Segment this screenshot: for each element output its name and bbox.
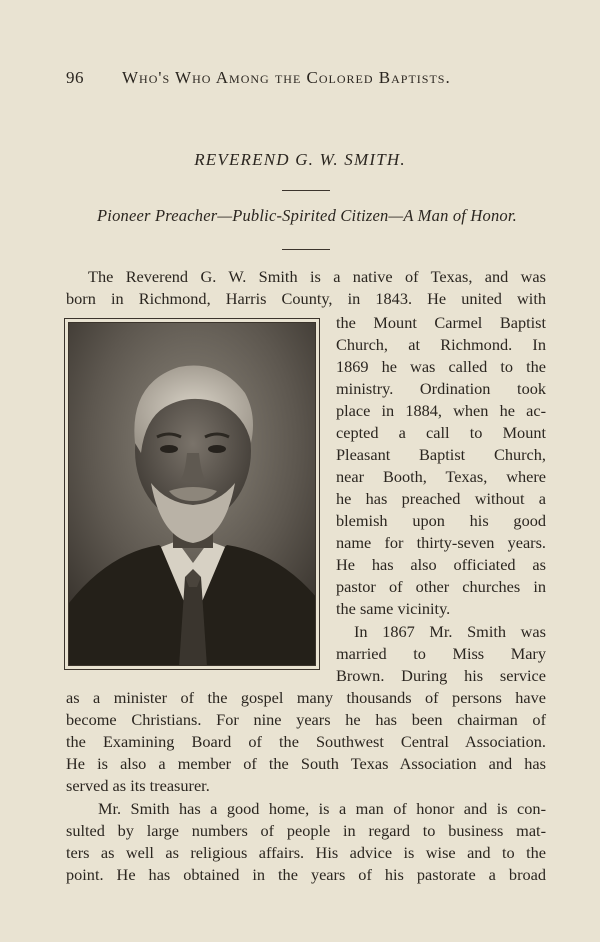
text-line: become Christians. For nine years he has been chairman of <box>66 710 546 729</box>
text-line: near Booth, Texas, where <box>336 467 546 486</box>
text-line: Church, at Richmond. In <box>336 335 546 354</box>
text-line: served as its treasurer. <box>66 776 210 795</box>
text-line: blemish upon his good <box>336 511 546 530</box>
running-header <box>66 68 546 88</box>
text-line: He has also officiated as <box>336 555 546 574</box>
text-line: 1869 he was called to the <box>336 357 546 376</box>
text-line: the Mount Carmel Baptist <box>336 313 546 332</box>
text-line: He is also a member of the South Texas Association and has <box>66 754 546 773</box>
text-line: name for thirty-seven years. <box>336 533 546 552</box>
text-line: Pleasant Baptist Church, <box>336 445 546 464</box>
text-line: ministry. Ordination took <box>336 379 546 398</box>
text-line: married to Miss Mary <box>336 644 546 663</box>
title-rule <box>282 190 330 191</box>
text-line: he has preached without a <box>336 489 546 508</box>
text-line: The Reverend G. W. Smith is a native of Texas, and was <box>88 267 546 286</box>
text-line: pastor of other churches in <box>336 577 546 596</box>
page-number: 96 <box>66 68 84 87</box>
text-line: cepted a call to Mount <box>336 423 546 442</box>
article-subtitle: Pioneer Preacher—Public-Spirited Citizen—A Man of Honor. <box>97 206 517 225</box>
text-line: the Examining Board of the Southwest Central Association. <box>66 732 546 751</box>
text-line: Mr. Smith has a good home, is a man of honor and is con- <box>98 799 546 818</box>
article-title: REVEREND G. W. SMITH. <box>194 150 406 169</box>
text-line: In 1867 Mr. Smith was <box>354 622 546 641</box>
text-line: ters as well as religious affairs. His advice is wise and to the <box>66 843 546 862</box>
subtitle-rule <box>282 249 330 250</box>
text-line: place in 1884, when he ac- <box>336 401 546 420</box>
portrait-image <box>68 322 316 666</box>
running-title: Who's Who Among the Colored Baptists. <box>122 68 451 87</box>
text-line: the same vicinity. <box>336 599 451 618</box>
text-line: born in Richmond, Harris County, in 1843. He united with <box>66 289 546 308</box>
text-line: Brown. During his service <box>336 666 546 685</box>
text-line: as a minister of the gospel many thousands of persons have <box>66 688 546 707</box>
text-line: point. He has obtained in the years of his pastorate a broad <box>66 865 546 884</box>
text-line: sulted by large numbers of people in regard to business mat- <box>66 821 546 840</box>
portrait-photo <box>64 318 320 670</box>
